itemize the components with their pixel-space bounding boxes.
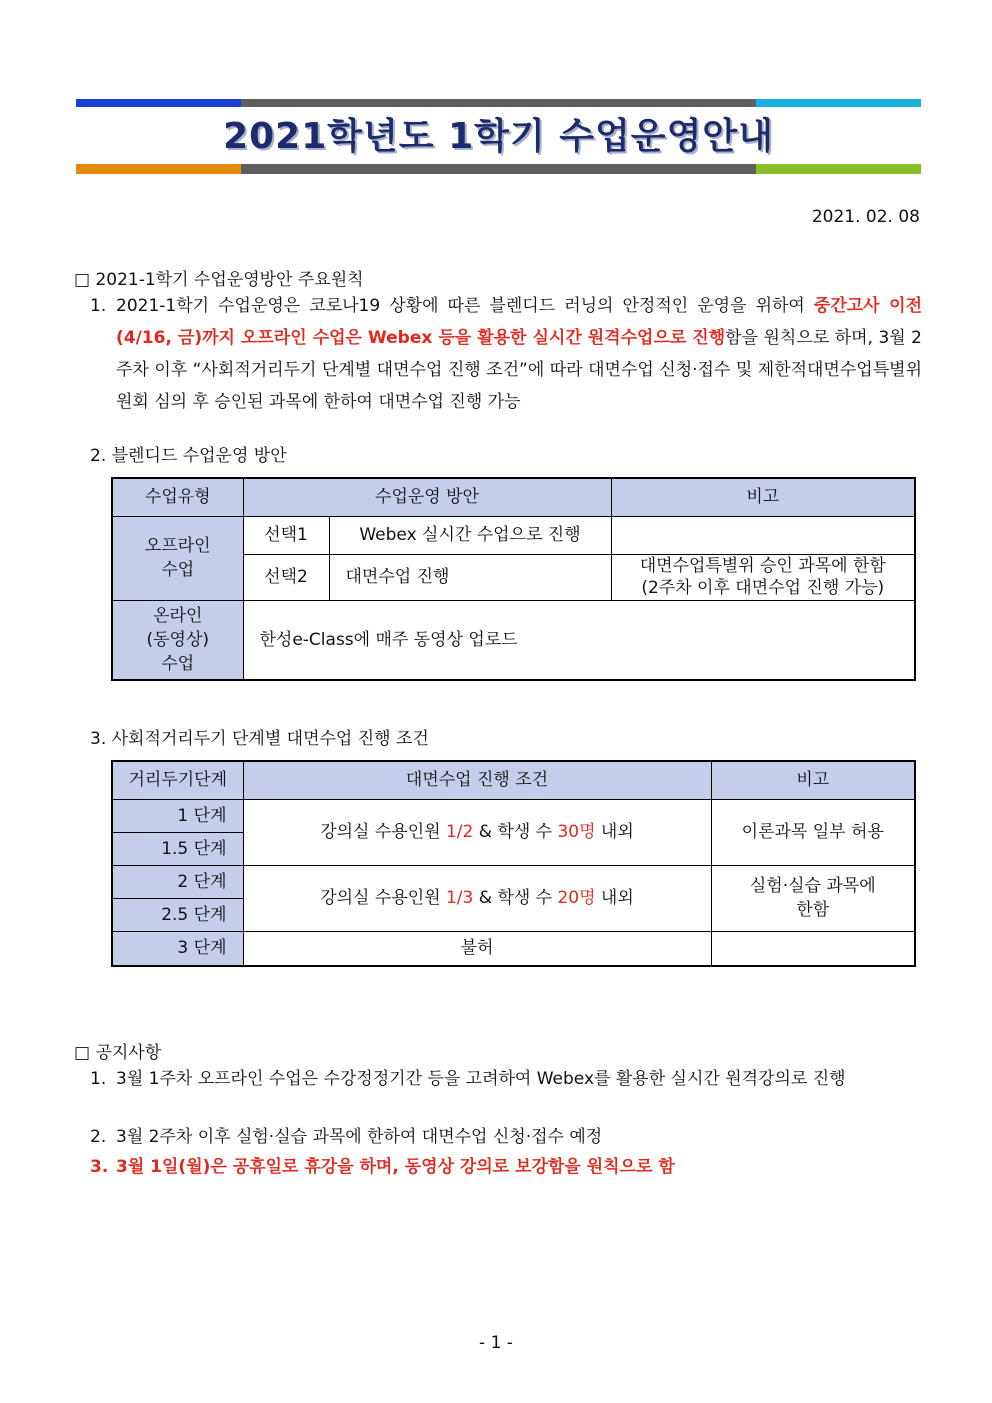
table-header-row (112, 761, 915, 799)
header-note: 비고 (611, 478, 915, 516)
page-number: - 1 - (479, 1333, 513, 1353)
table-row (112, 865, 915, 898)
section1-item3-label: 3. 사회적거리두기 단계별 대면수업 진행 조건 (90, 729, 429, 749)
condition-ratio: 1/2 (445, 822, 474, 842)
stage-cell: 2.5 단계 (112, 898, 243, 931)
top-bar-blue (76, 99, 241, 107)
condition-text: 내외 (595, 822, 634, 842)
condition-text: & 학생 수 (473, 888, 558, 908)
stage-cell: 1.5 단계 (112, 832, 243, 865)
header-note: 비고 (711, 761, 915, 799)
table-row (112, 516, 915, 554)
condition-text: & 학생 수 (473, 822, 558, 842)
condition-student-count: 30명 (557, 822, 596, 842)
notice-text: 3월 1주차 오프라인 수업은 수강정정기간 등을 고려하여 Webex를 활용한 실시간 원격강의로 진행 (116, 1069, 846, 1089)
page-title: 2021학년도 1학기 수업운영안내 (223, 116, 774, 157)
bottom-bar-gray (241, 164, 756, 174)
section2-heading: □ 공지사항 (74, 1043, 162, 1063)
offline-type-cell: 오프라인 수업 (112, 516, 243, 600)
header-class-type: 수업유형 (112, 478, 243, 516)
option1-note (611, 516, 915, 554)
notice-item (90, 1151, 922, 1183)
note-cell: 이론과목 일부 허용 (711, 799, 915, 865)
table-row (112, 799, 915, 832)
condition-cell: 불허 (243, 931, 711, 966)
item-number: 1. (90, 296, 107, 316)
condition-student-count: 20명 (557, 888, 596, 908)
online-type-cell: 온라인 (동영상) 수업 (112, 600, 243, 680)
item1-text-end: 함을 원칙으로 하며, 3월 2주차 이후 “사회적거리두기 단계별 대면수업 진행 조건”에 따라 대면수업 신청·접수 및 제한적대면수업특별위원회 심의 후 승인된 과목에 한하여 대면수업 진행 가능 (116, 328, 922, 412)
item-number: 2. (90, 1127, 107, 1147)
condition-text: 내외 (595, 888, 634, 908)
document-date: 2021. 02. 08 (811, 207, 920, 227)
section1-item1 (90, 290, 922, 418)
option1-label: 선택1 (243, 516, 329, 554)
bottom-bar-orange (76, 164, 241, 174)
item-number: 1. (90, 1069, 107, 1089)
stage-cell: 3 단계 (112, 931, 243, 966)
condition-text: 강의실 수용인원 (320, 822, 446, 842)
online-text: 한성e-Class에 매주 동영상 업로드 (243, 600, 915, 680)
note-cell: 실험·실습 과목에 한함 (711, 865, 915, 931)
notice-item (90, 1121, 922, 1153)
stage-cell: 2 단계 (112, 865, 243, 898)
table-header-row (112, 478, 915, 516)
notice-text: 3월 2주차 이후 실험·실습 과목에 한하여 대면수업 신청·접수 예정 (116, 1127, 603, 1147)
header-operation-plan: 수업운영 방안 (243, 478, 611, 516)
condition-cell (243, 865, 711, 931)
header-condition: 대면수업 진행 조건 (243, 761, 711, 799)
note-cell (711, 931, 915, 966)
condition-text: 강의실 수용인원 (320, 888, 446, 908)
notice-item (90, 1063, 922, 1095)
option1-text: Webex 실시간 수업으로 진행 (329, 516, 611, 554)
bottom-bar-green (756, 164, 921, 174)
condition-cell (243, 799, 711, 865)
section1-item2-label: 2. 블렌디드 수업운영 방안 (90, 446, 287, 466)
stage-cell: 1 단계 (112, 799, 243, 832)
top-bar-gray (241, 99, 756, 107)
item-number: 3. (90, 1157, 109, 1177)
item1-emphasis: 중간고사 이전(4/16, 금)까지 오프라인 수업은 Webex 등을 활용한 실시간 원격수업으로 진행 (116, 296, 923, 348)
table-row (112, 931, 915, 966)
blended-plan-table (111, 477, 916, 681)
section1-heading: □ 2021-1학기 수업운영방안 주요원칙 (74, 270, 364, 290)
option2-note: 대면수업특별위 승인 과목에 한함 (2주차 이후 대면수업 진행 가능) (611, 554, 915, 600)
distancing-stage-table (111, 760, 916, 967)
item1-text-start: 2021-1학기 수업운영은 코로나19 상황에 따른 블렌디드 러닝의 안정적인 운영을 위하여 (116, 296, 814, 316)
notice-text-emphasis: 3월 1일(월)은 공휴일로 휴강을 하며, 동영상 강의로 보강함을 원칙으로 함 (116, 1157, 675, 1177)
top-bar-cyan (756, 99, 921, 107)
option2-text: 대면수업 진행 (329, 554, 611, 600)
header-stage: 거리두기단계 (112, 761, 243, 799)
condition-ratio: 1/3 (445, 888, 474, 908)
option2-label: 선택2 (243, 554, 329, 600)
table-row (112, 600, 915, 680)
